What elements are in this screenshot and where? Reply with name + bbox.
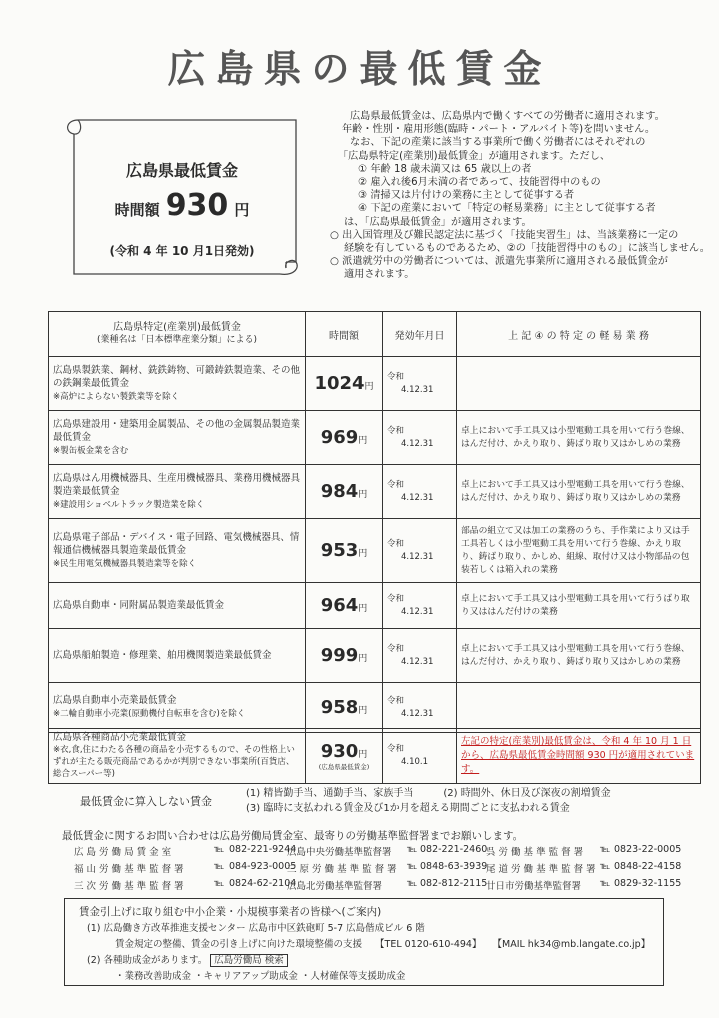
industry-name: 広島県電子部品・デバイス・電子回路、電気機械器具、情報通信機械器具製造業最低賃金	[53, 531, 300, 556]
wage-value: 999	[320, 645, 359, 666]
industry-cell	[49, 583, 306, 629]
industry-note: ※建設用ショベルトラック製造業を除く	[53, 499, 205, 510]
phone-icon: ℡	[407, 844, 418, 855]
phone-icon: ℡	[214, 844, 225, 855]
support-service-line	[115, 936, 650, 950]
date-value: 4.12.31	[401, 551, 434, 562]
date-value: 4.12.31	[401, 492, 434, 503]
wage-cell	[306, 411, 383, 465]
table-row	[49, 465, 701, 519]
scroll-heading: 広島県最低賃金	[125, 161, 238, 180]
table-header-row	[49, 312, 701, 357]
wage-value: 1024	[314, 373, 365, 394]
support-service: 賃金規定の整備、賃金の引き上げに向けた環境整備の支援	[115, 939, 363, 950]
industry-note: ※高炉によらない製鉄業等を除く	[53, 391, 180, 402]
note-line: ○ 出入国管理及び難民認定法に基づく「技能実習生」は、当該業務に一定の	[330, 229, 679, 241]
phone-icon: ℡	[600, 878, 611, 889]
light-duty-cell: 卓上において手工具又は小型電動工具を用いて行うばり取り又ははんだ付けの業務	[457, 583, 701, 629]
header-industry-subtitle: (業種名は「日本標準産業分類」による)	[96, 335, 258, 345]
exclusion-item: (1) 精皆勤手当、通勤手当、家族手当	[246, 788, 414, 799]
industry-note: ※二輪自動車小売業(原動機付自転車を含む)を除く	[53, 709, 246, 719]
office-contact-list	[74, 844, 694, 895]
phone-icon: ℡	[407, 878, 418, 889]
office-name: 尾 道 労 働 基 準 監 督 署	[486, 864, 596, 875]
light-duty-cell: 卓上において手工具又は小型電動工具を用いて行う巻線、はんだ付け、かえり取り、鋳ばり取り又はかしめの業務	[457, 411, 701, 465]
exclusions-list	[246, 786, 611, 816]
applied-wage-notice	[457, 729, 701, 784]
wage-unit: 円	[364, 382, 374, 392]
office-phone: 082-221-2460	[420, 844, 488, 855]
office-name: 福 山 労 働 基 準 監 督 署	[74, 864, 184, 875]
light-duty-cell	[457, 357, 701, 411]
wage-unit: 円	[358, 750, 368, 760]
office-phone: 0848-22-4158	[614, 861, 682, 872]
table-row	[49, 357, 701, 411]
wage-value: 930	[165, 188, 229, 223]
grants-line	[87, 952, 288, 966]
phone-icon: ℡	[600, 844, 611, 855]
date-value: 4.12.31	[401, 384, 434, 395]
support-info-box	[64, 898, 664, 986]
table-row	[49, 683, 701, 733]
light-duty-cell: 卓上において手工具又は小型電動工具を用いて行う巻線、はんだ付け、かえり取り、鋳ばり取り又はかしめの業務	[457, 465, 701, 519]
note-line: ② 雇入れ後6月未満の者であって、技能習得中のもの	[358, 177, 601, 189]
industry-note: ※衣,食,住にわたる各種の商品を小売するもので、その性格上いずれが主たる販売商品であるかが判別できない事業所(百貨店、総合スーパー等)	[53, 745, 295, 779]
wage-value: 958	[320, 697, 359, 718]
effective-date: (令和 4 年 10 月1日発効)	[109, 244, 255, 258]
wage-value: 930	[320, 741, 359, 762]
date-value: 4.12.31	[401, 708, 434, 719]
wage-cell	[306, 357, 383, 411]
support-tel[interactable]: 【TEL 0120-610-494】	[375, 939, 482, 950]
date-era: 令和	[387, 744, 405, 754]
page-title: 広島県の最低賃金	[167, 47, 552, 91]
note-line: 適用されます。	[344, 269, 415, 281]
date-cell	[383, 583, 457, 629]
office-name: 廿日市労働基準監督署	[486, 881, 582, 892]
applied-wage-text: 左記の特定(産業別)最低賃金は、令和 4 年 10 月 1 日から、広島県最低賃金時間額 930 円が適用されています。	[461, 736, 695, 775]
date-cell	[383, 519, 457, 583]
wage-unit: 円	[234, 201, 250, 219]
office-name: 三 次 労 働 基 準 監 督 署	[74, 881, 184, 892]
industry-name: 広島県建設用・建築用金属製品、その他の金属製品製造業最低賃金	[53, 418, 301, 443]
note-line: ③ 清掃又は片付けの業務に主として従事する者	[358, 190, 575, 202]
date-era: 令和	[387, 643, 405, 654]
office-phone: 0848-63-3939	[420, 861, 488, 872]
date-value: 4.12.31	[401, 438, 434, 449]
office-phone: 084-923-0005	[229, 861, 297, 872]
date-cell	[383, 729, 457, 784]
office-name: 呉 労 働 基 準 監 督 署	[486, 847, 584, 858]
date-era: 令和	[387, 371, 405, 382]
industry-note: ※製缶板金業を含む	[53, 445, 129, 456]
light-duty-cell: 部品の組立て又は加工の業務のうち、手作業により又は手工具若しくは小型電動工具を用いて行う巻線、かえり取り、鋳ばり取り、かしめ、組線、取付け又は小物部品の包装若しくは箱入れの業務	[457, 519, 701, 583]
industry-cell	[49, 629, 306, 683]
grants-list: ・業務改善助成金 ・キャリアアップ助成金 ・人材確保等支援助成金	[115, 971, 406, 982]
note-line: 広島県最低賃金は、広島県内で働くすべての労働者に適用されます。	[350, 111, 665, 122]
table-row	[49, 729, 701, 784]
office-phone: 0824-62-2104	[229, 878, 297, 889]
date-era: 令和	[387, 695, 405, 706]
wage-prefix: 時間額	[114, 201, 160, 219]
wage-unit: 円	[358, 436, 368, 446]
support-center-address: (1) 広島働き方改革推進支援センター 広島市中区鉄砲町 5-7 広島偕成ビル 6 階	[87, 923, 425, 934]
support-mail[interactable]: 【MAIL hk34@mb.langate.co.jp】	[492, 939, 651, 950]
retail-minimum-wage-table	[48, 728, 701, 784]
office-row	[74, 861, 694, 878]
wage-cell	[306, 729, 383, 784]
header-industry	[49, 312, 306, 357]
industry-name: 広島県製鉄業、鋼材、銑鉄鋳物、可鍛鋳鉄製造業、その他の鉄鋼業最低賃金	[53, 364, 301, 389]
industry-cell	[49, 519, 306, 583]
table-row	[49, 583, 701, 629]
date-cell	[383, 411, 457, 465]
wage-value: 969	[320, 427, 359, 448]
note-line: ④ 下記の産業において「特定の軽易業務」に主として従事する者	[358, 203, 656, 215]
date-cell	[383, 683, 457, 733]
industry-note: ※民生用電気機械器具製造業等を除く	[53, 558, 197, 569]
light-duty-cell	[457, 683, 701, 733]
date-cell	[383, 465, 457, 519]
wage-value: 964	[320, 595, 359, 616]
office-phone: 0823-22-0005	[614, 844, 682, 855]
exclusion-item: (3) 臨時に支払われる賃金及び1か月を超える期間ごとに支払われる賃金	[246, 803, 570, 814]
office-name: 広島北労働基準監督署	[287, 881, 383, 892]
phone-icon: ℡	[407, 861, 418, 872]
wage-cell	[306, 629, 383, 683]
header-date: 発効年月日	[383, 312, 457, 357]
wage-cell	[306, 683, 383, 733]
date-era: 令和	[387, 425, 405, 436]
note-line: 「広島県特定(産業別)最低賃金」が適用されます。ただし、	[338, 150, 611, 162]
note-line: 年齢・性別・雇用形態(臨時・パート・アルバイト等)を問いません。	[342, 124, 656, 136]
wage-unit: 円	[358, 549, 368, 559]
office-name: 広島中央労働基準監督署	[287, 847, 392, 858]
industry-cell	[49, 683, 306, 733]
date-cell	[383, 629, 457, 683]
table-row	[49, 629, 701, 683]
note-line: ① 年齢 18 歳未満又は 65 歳以上の者	[358, 163, 532, 175]
industry-cell	[49, 729, 306, 784]
phone-icon: ℡	[214, 878, 225, 889]
date-value: 4.12.31	[401, 656, 434, 667]
date-era: 令和	[387, 593, 405, 604]
wage-cell	[306, 519, 383, 583]
wage-cell	[306, 583, 383, 629]
grants-intro: (2) 各種助成金があります。	[87, 955, 208, 966]
office-row	[74, 844, 694, 861]
date-value: 4.12.31	[401, 606, 434, 617]
wage-value: 984	[320, 481, 359, 502]
application-notes	[330, 110, 710, 282]
date-era: 令和	[387, 538, 405, 549]
table-row	[49, 411, 701, 465]
office-phone: 082-812-2115	[420, 878, 488, 889]
phone-icon: ℡	[600, 861, 611, 872]
note-line: ○ 派遣就労中の労働者については、派遣先事業所に適用される最低賃金が	[330, 256, 668, 268]
industry-name: 広島県自動車・同附属品製造業最低賃金	[53, 600, 225, 611]
office-phone: 082-221-9244	[229, 844, 297, 855]
wage-cell	[306, 465, 383, 519]
prefecture-hourly-wage	[60, 188, 304, 223]
industry-name: 広島県各種商品小売業最低賃金	[53, 732, 187, 743]
industry-minimum-wage-table	[48, 311, 701, 733]
header-wage: 時間額	[306, 312, 383, 357]
wage-unit: 円	[358, 654, 368, 664]
wage-unit: 円	[358, 490, 368, 500]
office-phone: 0829-32-1155	[614, 878, 682, 889]
exclusions-label: 最低賃金に算入しない賃金	[80, 795, 212, 808]
note-line: は、「広島県最低賃金」が適用されます。	[344, 216, 532, 228]
table-row	[49, 519, 701, 583]
wage-unit: 円	[358, 706, 368, 716]
note-line: なお、下記の産業に該当する事業所で働く労働者にはそれぞれの	[350, 137, 646, 149]
note-line: 経験を有しているものであるため、②の「技能習得中のもの」に該当しません。	[344, 243, 710, 255]
office-name: 三 原 労 働 基 準 監 督 署	[287, 864, 397, 875]
inquiry-heading: 最低賃金に関するお問い合わせは広島労働局賃金室、最寄りの労働基準監督署までお願いします。	[62, 830, 524, 842]
wage-value: 953	[320, 540, 359, 561]
industry-name: 広島県はん用機械器具、生産用機械器具、業務用機械器具製造業最低賃金	[53, 472, 301, 497]
office-name: 広 島 労 働 局 賃 金 室	[74, 847, 172, 858]
header-industry-title: 広島県特定(産業別)最低賃金	[113, 322, 241, 333]
industry-cell	[49, 411, 306, 465]
search-keyword-box[interactable]: 広島労働局 検索	[210, 954, 288, 967]
phone-icon: ℡	[214, 861, 225, 872]
wage-note: (広島県最低賃金)	[318, 763, 370, 771]
wage-unit: 円	[358, 604, 368, 614]
exclusion-row	[246, 786, 611, 801]
industry-cell	[49, 357, 306, 411]
exclusion-item: (2) 時間外、休日及び深夜の割増賃金	[443, 788, 611, 799]
light-duty-cell: 卓上において手工具又は小型電動工具を用いて行う巻線、はんだ付け、かえり取り、鋳ばり取り又はかしめの業務	[457, 629, 701, 683]
minimum-wage-scroll-panel	[60, 112, 304, 282]
date-value: 4.10.1	[401, 757, 429, 767]
date-cell	[383, 357, 457, 411]
industry-name: 広島県船舶製造・修理業、舶用機関製造業最低賃金	[53, 650, 272, 661]
office-row	[74, 878, 694, 895]
date-era: 令和	[387, 479, 405, 490]
header-light-duties: 上 記 ④ の 特 定 の 軽 易 業 務	[457, 312, 701, 357]
industry-cell	[49, 465, 306, 519]
industry-name: 広島県自動車小売業最低賃金	[53, 695, 177, 706]
support-heading: 賃金引上げに取り組む中小企業・小規模事業者の皆様へ(ご案内)	[79, 906, 382, 918]
